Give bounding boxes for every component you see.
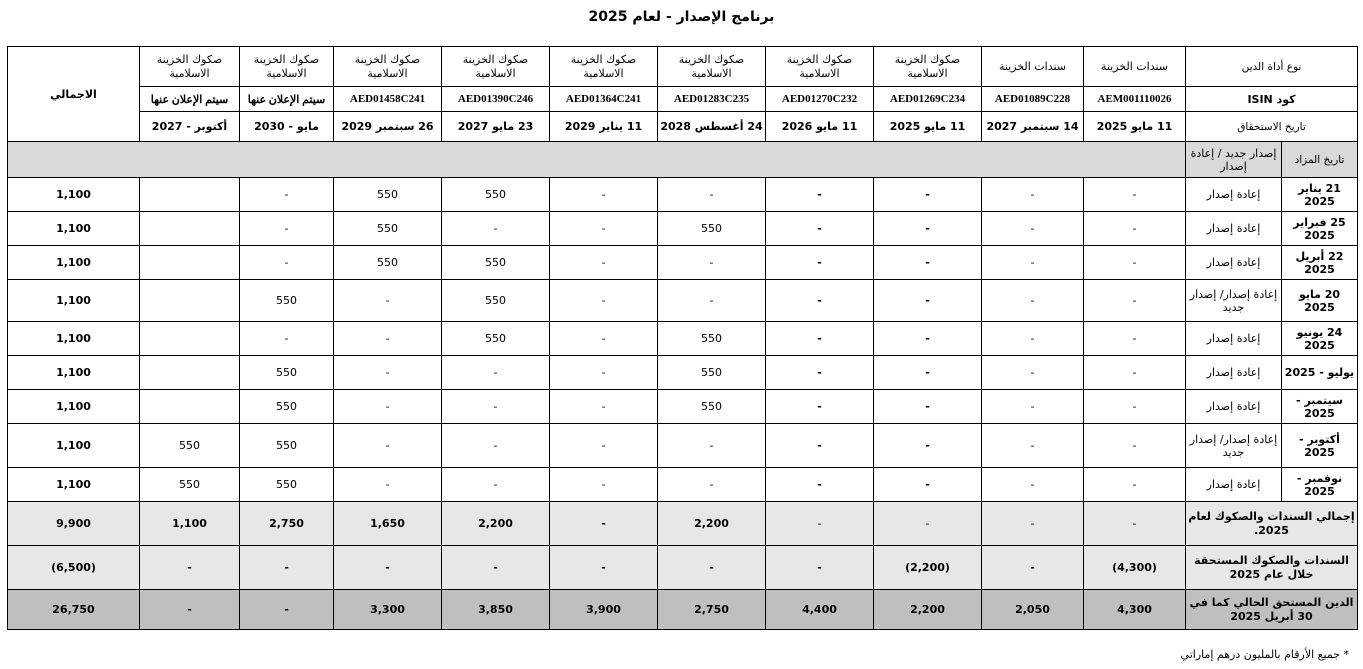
issue-type: إعادة إصدار: [1186, 356, 1282, 390]
table-row: [8, 322, 1358, 356]
amount-cell: -: [550, 246, 658, 280]
amount-cell: 550: [442, 246, 550, 280]
issue-type: إعادة إصدار: [1186, 322, 1282, 356]
summary-cell: 1,650: [334, 502, 442, 546]
summary-cell: -: [550, 502, 658, 546]
maturity-date: مايو - 2030: [240, 112, 334, 142]
amount-cell: -: [874, 468, 982, 502]
amount-cell: 550: [442, 322, 550, 356]
amount-cell: -: [550, 390, 658, 424]
amount-cell: -: [982, 246, 1084, 280]
summary-cell: -: [550, 546, 658, 590]
issue-type: إعادة إصدار: [1186, 246, 1282, 280]
instrument-type: صكوك الخزينة الاسلامية: [140, 47, 240, 87]
summary-cell: -: [442, 546, 550, 590]
summary-cell: -: [766, 546, 874, 590]
amount-cell: -: [1084, 322, 1186, 356]
summary-label: الدين المستحق الحالي كما في 30 أبريل 2025: [1186, 590, 1358, 630]
isin-label: كود ISIN: [1186, 87, 1358, 112]
amount-cell: 550: [442, 280, 550, 322]
amount-cell: 550: [240, 356, 334, 390]
amount-cell: 550: [240, 390, 334, 424]
summary-cell: -: [658, 546, 766, 590]
summary-cell: 2,200: [658, 502, 766, 546]
amount-cell: -: [550, 468, 658, 502]
row-total: 1,100: [8, 424, 140, 468]
summary-total: 26,750: [8, 590, 140, 630]
amount-cell: 550: [442, 178, 550, 212]
auction-date: أكتوبر - 2025: [1282, 424, 1358, 468]
amount-cell: [140, 212, 240, 246]
summary-cell: -: [334, 546, 442, 590]
amount-cell: -: [766, 280, 874, 322]
amount-cell: -: [982, 212, 1084, 246]
summary-row: [8, 590, 1358, 630]
amount-cell: -: [442, 212, 550, 246]
amount-cell: -: [874, 280, 982, 322]
maturity-date: 11 مايو 2025: [1084, 112, 1186, 142]
amount-cell: 550: [334, 178, 442, 212]
table-row: [8, 246, 1358, 280]
amount-cell: -: [334, 356, 442, 390]
maturity-date: 23 مايو 2027: [442, 112, 550, 142]
maturity-date: أكتوبر - 2027: [140, 112, 240, 142]
amount-cell: 550: [658, 390, 766, 424]
amount-cell: 550: [240, 280, 334, 322]
maturity-label: تاريخ الاستحقاق: [1186, 112, 1358, 142]
amount-cell: [140, 280, 240, 322]
isin-code: AED01458C241: [334, 87, 442, 112]
table-row: [8, 280, 1358, 322]
isin-code: AEM001110026: [1084, 87, 1186, 112]
amount-cell: -: [334, 468, 442, 502]
summary-cell: -: [766, 502, 874, 546]
instrument-type: سندات الخزينة: [982, 47, 1084, 87]
summary-row: [8, 546, 1358, 590]
amount-cell: -: [658, 468, 766, 502]
amount-cell: -: [334, 280, 442, 322]
amount-cell: -: [442, 356, 550, 390]
amount-cell: -: [766, 322, 874, 356]
amount-cell: -: [766, 390, 874, 424]
isin-code: سيتم الإعلان عنها: [140, 87, 240, 112]
amount-cell: -: [874, 424, 982, 468]
summary-cell: -: [982, 502, 1084, 546]
amount-cell: 550: [140, 424, 240, 468]
table-row: [8, 212, 1358, 246]
summary-cell: 2,200: [442, 502, 550, 546]
amount-cell: -: [1084, 390, 1186, 424]
maturity-date: 14 سبتمبر 2027: [982, 112, 1084, 142]
maturity-date: 26 سبتمبر 2029: [334, 112, 442, 142]
table-row: [8, 468, 1358, 502]
amount-cell: -: [658, 424, 766, 468]
footnote: * جميع الأرقام بالمليون درهم إماراتي: [1180, 648, 1349, 661]
amount-cell: -: [766, 356, 874, 390]
instrument-type: صكوك الخزينة الاسلامية: [874, 47, 982, 87]
amount-cell: [140, 356, 240, 390]
amount-cell: -: [874, 178, 982, 212]
amount-cell: -: [240, 178, 334, 212]
amount-cell: -: [1084, 212, 1186, 246]
row-total: 1,100: [8, 322, 140, 356]
summary-cell: -: [240, 546, 334, 590]
isin-code: AED01364C241: [550, 87, 658, 112]
amount-cell: -: [334, 424, 442, 468]
amount-cell: [140, 178, 240, 212]
instrument-type-label: نوع أداة الدين: [1186, 47, 1358, 87]
issuance-schedule-table: [7, 46, 1358, 630]
row-total: 1,100: [8, 280, 140, 322]
instrument-type: صكوك الخزينة الاسلامية: [766, 47, 874, 87]
amount-cell: -: [766, 246, 874, 280]
summary-row: [8, 502, 1358, 546]
amount-cell: -: [550, 356, 658, 390]
row-total: 1,100: [8, 390, 140, 424]
maturity-date: 11 يناير 2029: [550, 112, 658, 142]
amount-cell: -: [550, 212, 658, 246]
summary-cell: -: [140, 590, 240, 630]
instrument-type: سندات الخزينة: [1084, 47, 1186, 87]
amount-cell: -: [874, 246, 982, 280]
issue-type: إعادة إصدار: [1186, 212, 1282, 246]
amount-cell: -: [982, 390, 1084, 424]
amount-cell: 550: [240, 424, 334, 468]
amount-cell: -: [982, 280, 1084, 322]
summary-cell: -: [140, 546, 240, 590]
amount-cell: -: [240, 246, 334, 280]
summary-cell: -: [874, 502, 982, 546]
summary-cell: -: [1084, 502, 1186, 546]
row-total: 1,100: [8, 356, 140, 390]
isin-code: AED01089C228: [982, 87, 1084, 112]
isin-code: AED01390C246: [442, 87, 550, 112]
amount-cell: -: [1084, 424, 1186, 468]
amount-cell: -: [982, 468, 1084, 502]
amount-cell: -: [334, 322, 442, 356]
isin-code: AED01270C232: [766, 87, 874, 112]
summary-cell: 4,400: [766, 590, 874, 630]
amount-cell: -: [442, 424, 550, 468]
table-row: [8, 178, 1358, 212]
amount-cell: 550: [658, 322, 766, 356]
summary-cell: 4,300: [1084, 590, 1186, 630]
amount-cell: -: [442, 390, 550, 424]
isin-code: سيتم الإعلان عنها: [240, 87, 334, 112]
amount-cell: -: [982, 322, 1084, 356]
amount-cell: -: [874, 322, 982, 356]
amount-cell: -: [240, 212, 334, 246]
amount-cell: 550: [658, 356, 766, 390]
isin-code: AED01269C234: [874, 87, 982, 112]
instrument-type: صكوك الخزينة الاسلامية: [442, 47, 550, 87]
amount-cell: -: [658, 280, 766, 322]
auction-date: يوليو - 2025: [1282, 356, 1358, 390]
summary-cell: 3,300: [334, 590, 442, 630]
summary-cell: -: [982, 546, 1084, 590]
summary-cell: -: [240, 590, 334, 630]
amount-cell: -: [658, 246, 766, 280]
table-row: [8, 390, 1358, 424]
issue-type-label: إصدار جديد / إعادة إصدار: [1186, 142, 1282, 178]
amount-cell: -: [982, 178, 1084, 212]
amount-cell: -: [1084, 468, 1186, 502]
issue-type: إعادة إصدار: [1186, 178, 1282, 212]
amount-cell: -: [1084, 356, 1186, 390]
amount-cell: [140, 322, 240, 356]
amount-cell: -: [550, 424, 658, 468]
page-title: برنامج الإصدار - لعام 2025: [588, 9, 775, 25]
row-total: 1,100: [8, 468, 140, 502]
summary-cell: 2,750: [240, 502, 334, 546]
instrument-type: صكوك الخزينة الاسلامية: [240, 47, 334, 87]
issue-type: إعادة إصدار: [1186, 390, 1282, 424]
amount-cell: -: [1084, 246, 1186, 280]
amount-cell: 550: [334, 246, 442, 280]
summary-cell: 2,750: [658, 590, 766, 630]
row-total: 1,100: [8, 246, 140, 280]
summary-cell: 2,200: [874, 590, 982, 630]
amount-cell: 550: [334, 212, 442, 246]
amount-cell: 550: [658, 212, 766, 246]
amount-cell: -: [658, 178, 766, 212]
summary-cell: 3,900: [550, 590, 658, 630]
auction-date: 21 يناير 2025: [1282, 178, 1358, 212]
maturity-date: 24 أغسطس 2028: [658, 112, 766, 142]
summary-total: (6,500): [8, 546, 140, 590]
total-header: الاجمالي: [8, 47, 140, 142]
amount-cell: -: [550, 322, 658, 356]
auction-date: 24 يونيو 2025: [1282, 322, 1358, 356]
row-total: 1,100: [8, 178, 140, 212]
amount-cell: -: [240, 322, 334, 356]
instrument-type: صكوك الخزينة الاسلامية: [550, 47, 658, 87]
amount-cell: -: [874, 390, 982, 424]
amount-cell: [140, 246, 240, 280]
table-row: [8, 424, 1358, 468]
auction-date: نوفمبر - 2025: [1282, 468, 1358, 502]
auction-date-label: تاريخ المزاد: [1282, 142, 1358, 178]
amount-cell: -: [982, 356, 1084, 390]
amount-cell: -: [766, 424, 874, 468]
amount-cell: -: [442, 468, 550, 502]
summary-cell: 2,050: [982, 590, 1084, 630]
amount-cell: -: [766, 468, 874, 502]
summary-cell: 3,850: [442, 590, 550, 630]
amount-cell: -: [1084, 178, 1186, 212]
amount-cell: -: [550, 280, 658, 322]
row-total: 1,100: [8, 212, 140, 246]
isin-code: AED01283C235: [658, 87, 766, 112]
amount-cell: -: [1084, 280, 1186, 322]
issue-type: إعادة إصدار/ إصدار جديد: [1186, 424, 1282, 468]
summary-total: 9,900: [8, 502, 140, 546]
summary-label: السندات والصكوك المستحقة خلال عام 2025: [1186, 546, 1358, 590]
amount-cell: -: [874, 356, 982, 390]
maturity-date: 11 مايو 2025: [874, 112, 982, 142]
amount-cell: -: [334, 390, 442, 424]
amount-cell: 550: [240, 468, 334, 502]
auction-date: 22 أبريل 2025: [1282, 246, 1358, 280]
amount-cell: -: [766, 178, 874, 212]
maturity-date: 11 مايو 2026: [766, 112, 874, 142]
amount-cell: [140, 390, 240, 424]
auction-date: سيتمبر - 2025: [1282, 390, 1358, 424]
amount-cell: 550: [140, 468, 240, 502]
auction-date: 25 فبراير 2025: [1282, 212, 1358, 246]
instrument-type: صكوك الخزينة الاسلامية: [334, 47, 442, 87]
issue-type: إعادة إصدار/ إصدار جديد: [1186, 280, 1282, 322]
amount-cell: -: [982, 424, 1084, 468]
gray-band: [8, 142, 1186, 178]
summary-label: إجمالي السندات والصكوك لعام 2025.: [1186, 502, 1358, 546]
auction-date: 20 مايو 2025: [1282, 280, 1358, 322]
instrument-type: صكوك الخزينة الاسلامية: [658, 47, 766, 87]
issue-type: إعادة إصدار: [1186, 468, 1282, 502]
amount-cell: -: [874, 212, 982, 246]
table-row: [8, 356, 1358, 390]
amount-cell: -: [550, 178, 658, 212]
summary-cell: (2,200): [874, 546, 982, 590]
summary-cell: 1,100: [140, 502, 240, 546]
summary-cell: (4,300): [1084, 546, 1186, 590]
amount-cell: -: [766, 212, 874, 246]
